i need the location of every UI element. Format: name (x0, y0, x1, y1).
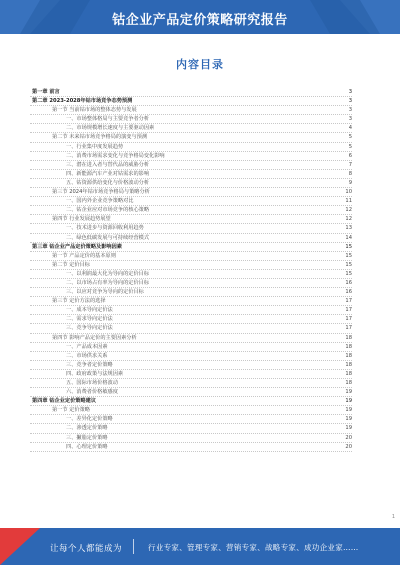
toc-entry[interactable] (30, 152, 352, 161)
toc-entry-page: 18 (343, 334, 352, 343)
toc-entry-page: 19 (343, 415, 352, 424)
toc-entry-page: 18 (343, 370, 352, 379)
toc-entry-page: 19 (343, 406, 352, 415)
toc-entry-page: 12 (343, 215, 352, 224)
toc-entry-label: 第一章 前言 (32, 88, 62, 97)
toc-entry[interactable] (30, 424, 352, 433)
toc-entry-label: 五、国际市场价格波动 (66, 379, 120, 388)
toc-entry[interactable] (30, 361, 352, 370)
toc-entry-page: 17 (343, 297, 352, 306)
banner-corner-decoration (0, 528, 40, 565)
toc-entry[interactable] (30, 315, 352, 324)
toc-entry[interactable] (30, 406, 352, 415)
toc-entry[interactable] (30, 206, 352, 215)
toc-entry-page: 19 (343, 397, 352, 406)
toc-entry[interactable] (30, 252, 352, 261)
top-banner (0, 0, 400, 34)
toc-entry-label: 二、消费市场需求变化与竞争格局变化影响 (66, 152, 167, 161)
toc-entry-label: 一、行业集中度发展趋势 (66, 143, 125, 152)
toc-entry[interactable] (30, 161, 352, 170)
toc-entry[interactable] (30, 288, 352, 297)
toc-entry[interactable] (30, 370, 352, 379)
toc-entry-page: 5 (347, 133, 352, 142)
toc-entry-page: 7 (347, 161, 352, 170)
slogan-left: 让每个人都能成为 (50, 544, 123, 554)
toc-entry-label: 三、竞争者定价策略 (66, 361, 115, 370)
toc-entry-page: 20 (343, 434, 352, 443)
toc-entry[interactable] (30, 170, 352, 179)
page-number: 1 (391, 514, 395, 520)
toc-entry-page: 9 (347, 179, 352, 188)
toc-entry[interactable] (30, 188, 352, 197)
toc-entry[interactable] (30, 388, 352, 397)
toc-entry-label: 二、以市场占有率为导向的定价目标 (66, 279, 151, 288)
toc-entry-page: 18 (343, 352, 352, 361)
toc-entry-label: 第三节 定价方法的选择 (52, 297, 108, 306)
toc-title: 内容目录 (176, 58, 224, 71)
toc-entry[interactable] (30, 270, 352, 279)
toc-entry-label: 一、以利润最大化为导向的定价目标 (66, 270, 151, 279)
toc-entry[interactable] (30, 124, 352, 133)
toc-entry-page: 6 (347, 152, 352, 161)
toc-entry[interactable] (30, 324, 352, 333)
toc-entry-label: 第二节 未来钴市场竞争格局的演变与预测 (52, 133, 149, 142)
toc-entry-page: 3 (347, 97, 352, 106)
toc-entry-label: 一、技术进步与资源回收利用趋势 (66, 224, 146, 233)
toc-entry-label: 第一节 定价策略 (52, 406, 92, 415)
toc-entry-page: 10 (343, 188, 352, 197)
toc-entry[interactable] (30, 224, 352, 233)
toc-entry-label: 一、市场整体格局与主要竞争者分析 (66, 115, 151, 124)
toc-entry[interactable] (30, 443, 352, 452)
toc-entry-page: 16 (343, 288, 352, 297)
toc-entry-page: 5 (347, 143, 352, 152)
toc-entry[interactable] (30, 415, 352, 424)
toc-entry-label: 第二节 定价目标 (52, 261, 92, 270)
toc-entry[interactable] (30, 197, 352, 206)
toc-entry-label: 一、差异化定价策略 (66, 415, 115, 424)
toc-entry-page: 17 (343, 306, 352, 315)
toc-entry[interactable] (30, 106, 352, 115)
report-title: 钴企业产品定价策略研究报告 (112, 13, 288, 28)
toc-entry[interactable] (30, 234, 352, 243)
toc-entry-page: 15 (343, 261, 352, 270)
toc-entry-page: 12 (343, 206, 352, 215)
toc-entry-label: 一、国内外企业竞争策略对比 (66, 197, 135, 206)
toc-entry-label: 第四章 钴企业定价策略建议 (32, 397, 98, 406)
toc-entry[interactable] (30, 215, 352, 224)
toc-entry-page: 8 (347, 170, 352, 179)
toc-entry-page: 18 (343, 343, 352, 352)
toc-entry[interactable] (30, 343, 352, 352)
slogan-right: 行业专家、管理专家、营销专家、战略专家、成功企业家…… (148, 543, 359, 552)
toc-entry-page: 18 (343, 379, 352, 388)
toc-entry-page: 3 (347, 115, 352, 124)
toc-entry-label: 五、钴资源供给变化与价格波动分析 (66, 179, 151, 188)
toc-entry-label: 三、以应对竞争为导向的定价目标 (66, 288, 146, 297)
toc-entry[interactable] (30, 143, 352, 152)
toc-entry-label: 四、新能源汽车产业对钴需求的影响 (66, 170, 151, 179)
toc-entry[interactable] (30, 434, 352, 443)
toc-entry[interactable] (30, 115, 352, 124)
toc-entry-page: 15 (343, 270, 352, 279)
toc-entry-page: 13 (343, 224, 352, 233)
toc-entry-label: 一、成本导向定价法 (66, 306, 115, 315)
toc-entry-label: 一、产品成本因素 (66, 343, 110, 352)
toc-entry[interactable] (30, 133, 352, 142)
toc-entry-label: 第四节 行业发展趋势展望 (52, 215, 113, 224)
toc-entry-label: 第一节 当前钴市场的整体态势与发展 (52, 106, 139, 115)
toc-entry-page: 19 (343, 388, 352, 397)
toc-entry[interactable] (30, 379, 352, 388)
toc-entry-page: 19 (343, 424, 352, 433)
toc-entry-page: 4 (347, 124, 352, 133)
toc-entry[interactable] (30, 88, 352, 97)
toc-entry[interactable] (30, 306, 352, 315)
toc-entry-label: 二、钴企业应对市场竞争的核心策略 (66, 206, 151, 215)
toc-entry-label: 第三节 2024年钴市场竞争格局与策略分析 (52, 188, 152, 197)
toc-entry[interactable] (30, 97, 352, 106)
toc-entry-page: 17 (343, 315, 352, 324)
toc-entry[interactable] (30, 179, 352, 188)
toc-entry-label: 二、绿色低碳发展与可持续经营模式 (66, 234, 151, 243)
toc-entry-label: 第二章 2023-2028年钴市场竞争态势预测 (32, 97, 134, 106)
toc-entry-page: 20 (343, 443, 352, 452)
toc-entry[interactable] (30, 397, 352, 406)
bottom-banner (0, 528, 400, 565)
toc-entry-label: 第三章 钴企业产品定价策略及影响因素 (32, 243, 124, 252)
toc-entry-label: 三、竞争导向定价法 (66, 324, 115, 333)
toc-entry-page: 15 (343, 243, 352, 252)
toc-entry-page: 17 (343, 324, 352, 333)
toc-entry-label: 二、市场供求关系 (66, 352, 110, 361)
toc-entry-label: 三、撇脂定价策略 (66, 434, 110, 443)
toc-entry-label: 六、消费者价格敏感度 (66, 388, 120, 397)
toc-entry[interactable] (30, 261, 352, 270)
toc-entry[interactable] (30, 279, 352, 288)
toc-entry-label: 三、潜在进入者与替代品的威胁分析 (66, 161, 151, 170)
toc-entry-page: 3 (347, 106, 352, 115)
toc-entry-page: 11 (343, 197, 352, 206)
toc-entry[interactable] (30, 334, 352, 343)
table-of-contents (30, 88, 352, 452)
toc-entry[interactable] (30, 352, 352, 361)
toc-entry-label: 二、需求导向定价法 (66, 315, 115, 324)
toc-entry[interactable] (30, 243, 352, 252)
toc-entry-page: 16 (343, 279, 352, 288)
toc-entry-label: 第四节 影响产品定价的主要因素分析 (52, 334, 139, 343)
toc-entry-page: 14 (343, 234, 352, 243)
toc-entry-label: 第一节 产品定价的基本原则 (52, 252, 118, 261)
toc-entry-page: 15 (343, 252, 352, 261)
toc-entry-page: 18 (343, 361, 352, 370)
toc-entry-label: 二、渗透定价策略 (66, 424, 110, 433)
slogan-divider (133, 539, 134, 554)
toc-entry[interactable] (30, 297, 352, 306)
toc-entry-page: 3 (347, 88, 352, 97)
toc-entry-label: 四、政府政策与法规因素 (66, 370, 125, 379)
toc-entry-label: 二、市场规模增长速度与主要驱动因素 (66, 124, 156, 133)
toc-entry-label: 四、心理定价策略 (66, 443, 110, 452)
